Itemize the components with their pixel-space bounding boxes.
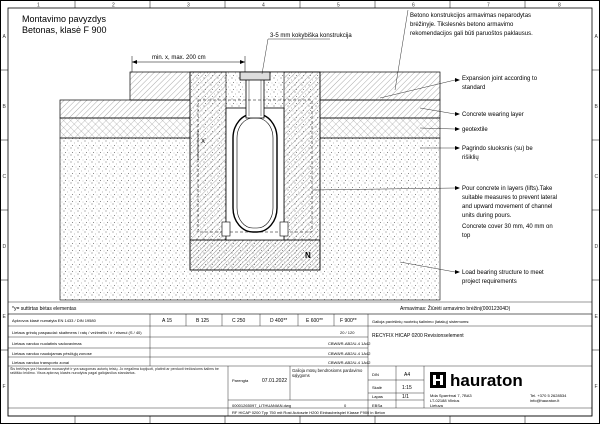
email: info@hauraton.lt — [530, 398, 560, 403]
grate-note-text: 3-5 mm kokybiška konstrukcija — [270, 33, 352, 39]
note-load-l1: Load bearing structure to meet — [462, 270, 544, 276]
footnote-left: *y= suttirtas bėtas elementas — [12, 306, 77, 312]
footnote-right: Armavimas: Žiūrėti armavimo brėžinį(00012304D) — [400, 306, 511, 312]
note-expansion-l1: Expansion joint according to — [462, 76, 538, 82]
row-label-b-right: B — [594, 104, 598, 110]
note-reinforcement-l1: Betono konstrukcijos armavimas neparodytas — [410, 13, 532, 19]
row-2-label: Lietaus vanduo nuolatinis vadovavimas — [12, 341, 82, 346]
row-label-a-right: A — [594, 34, 598, 40]
product-name: RECYFIX HICAP 0200 Revisionselement — [372, 333, 464, 339]
note-load-l2: project requirements — [462, 279, 517, 285]
row-label-f: F — [2, 384, 6, 390]
address-l1: Mda Sparrėnai 7, 7BA3 — [430, 393, 472, 398]
col-label-1: 1 — [37, 2, 40, 9]
load-table-header: Apkrovos klasė numatyta EN 1433 / DIN 19580 — [12, 318, 96, 323]
scale-value: 1:15 — [402, 385, 412, 391]
row-label-d-right: D — [594, 244, 599, 250]
note-pour-l4: units during pours. — [462, 213, 512, 219]
col-label-2: 2 — [112, 2, 115, 9]
row-label-a: A — [2, 34, 6, 40]
row-label-c: C — [2, 174, 7, 180]
hicap-pipe — [233, 114, 277, 232]
validity-title: Galioja paviršinių nuotekų šalinimo (latakų) sistemoms: — [372, 319, 470, 324]
note-wearing-layer: Concrete wearing layer — [462, 112, 524, 118]
sheet-number: 0 — [344, 403, 347, 408]
class-e600: E 600** — [306, 318, 323, 324]
hauraton-logo — [430, 371, 523, 390]
col-label-7: 7 — [487, 2, 490, 9]
grate — [240, 72, 270, 80]
row-label-d: D — [2, 244, 7, 250]
row-4-label: Lietaus vanduo transporto zonai — [12, 360, 69, 365]
lapas-label: Lapas — [372, 394, 383, 399]
col-label-3: 3 — [187, 2, 190, 9]
dimension-label: min. x, max. 200 cm — [152, 55, 206, 61]
row-3-value: CBW8/R-AB2/U-4 1A42 — [328, 351, 371, 356]
drawing-number: 00001265097_LITHUANIAN.dwg — [232, 403, 291, 408]
note-reinforcement-l3: rekomendacijos gali būti paruoštos paklausus. — [410, 31, 533, 37]
cross-section — [60, 72, 440, 300]
note-base-l1: Pagrindo sluoksnis (su) be — [462, 146, 533, 152]
note-base-l2: rišiklių — [462, 155, 479, 161]
row-label-e: E — [2, 314, 6, 320]
class-c250: C 250 — [232, 318, 246, 324]
parengta-label: Parengta — [232, 378, 249, 383]
note-pour-l6: top — [462, 233, 471, 239]
note-pour-l5: Concrete cover 30 mm, 40 mm on — [462, 224, 553, 230]
drawing-title: Montavimo pavyzdys — [22, 14, 107, 24]
note-expansion-l2: standard — [462, 85, 486, 91]
col-label-6: 6 — [412, 2, 415, 9]
din-label: DIN — [372, 372, 379, 377]
date-value: 07.01.2022 — [262, 378, 288, 384]
foundation-slab — [190, 240, 320, 270]
channel-slot — [246, 78, 264, 118]
row-2-value: CBW8/R-AB2/U-4 1A42 — [328, 341, 371, 346]
din-value: A4 — [404, 372, 411, 378]
row-label-b: B — [2, 104, 6, 110]
x-marker-label: X — [201, 139, 206, 145]
row-label-e-right: E — [594, 314, 598, 320]
col-label-4: 4 — [262, 2, 265, 9]
note-pour-l1: Pour concrete in layers (lifts).Take — [462, 186, 553, 192]
row-4-value: CBW8/R-AB2/U-4 1A42 — [328, 360, 371, 365]
legal-text: Šis brėžinys yra Hauraton nuosavybė ir yra saugomas autorių teisių. Jo negalima kopijuoti, platinti ar perduoti trečiosioms šalims be raštiško leidimo. Visos apkrovų klasės nurodytos pagal galiojančius standartus. — [10, 367, 219, 376]
address-l2: LT-02188 Vilnius — [430, 398, 460, 403]
class-d400: D 400** — [270, 318, 288, 324]
note-geotextile: geotextile — [462, 127, 488, 133]
row-1-label: Lietaus grindų paspaudai: skaitmens / ratų / vežimėlis / ir / eismui (S / 40) — [12, 330, 142, 335]
ebsa-label: EBSa — [372, 403, 383, 408]
col-label-5: 5 — [337, 2, 340, 9]
class-f900: F 900** — [340, 318, 357, 324]
lapas-value: 1/1 — [402, 394, 409, 400]
note-reinforcement-l2: brėžinyje. Tikslesnės betono armavimo — [410, 22, 514, 28]
n-marker-label: N — [305, 251, 311, 260]
drawing-subtitle: Betonas, klasė F 900 — [22, 25, 107, 35]
note-pour-l3: and upward movement of channel — [462, 204, 553, 210]
address-l3: Lietuva — [430, 403, 443, 408]
phone: Tel. +370 5 2628534 — [530, 393, 567, 398]
class-a15: A 15 — [162, 318, 173, 324]
note-pour-l2: suitable measures to prevent lateral — [462, 195, 558, 201]
brand-name: hauraton — [450, 371, 523, 390]
row-1-value: 20 / 120 — [340, 330, 355, 335]
validity-text: Galioja mūsų bendrosioms pardavimo sąlygoms — [292, 368, 363, 378]
row-3-label: Lietaus vanduo naudojamas pėsčiųjų zonose — [12, 351, 92, 356]
row-label-f-right: F — [594, 384, 598, 390]
row-label-c-right: C — [594, 174, 599, 180]
bottom-title: RF HICAP 0200 Typ 750 mit Rost Autoszte H200 Einbaubeispiel Klasse F900 in Beton — [232, 410, 386, 415]
class-b125: B 125 — [196, 318, 210, 324]
scale-label: Skalė — [372, 385, 383, 390]
col-label-8: 8 — [558, 2, 561, 9]
